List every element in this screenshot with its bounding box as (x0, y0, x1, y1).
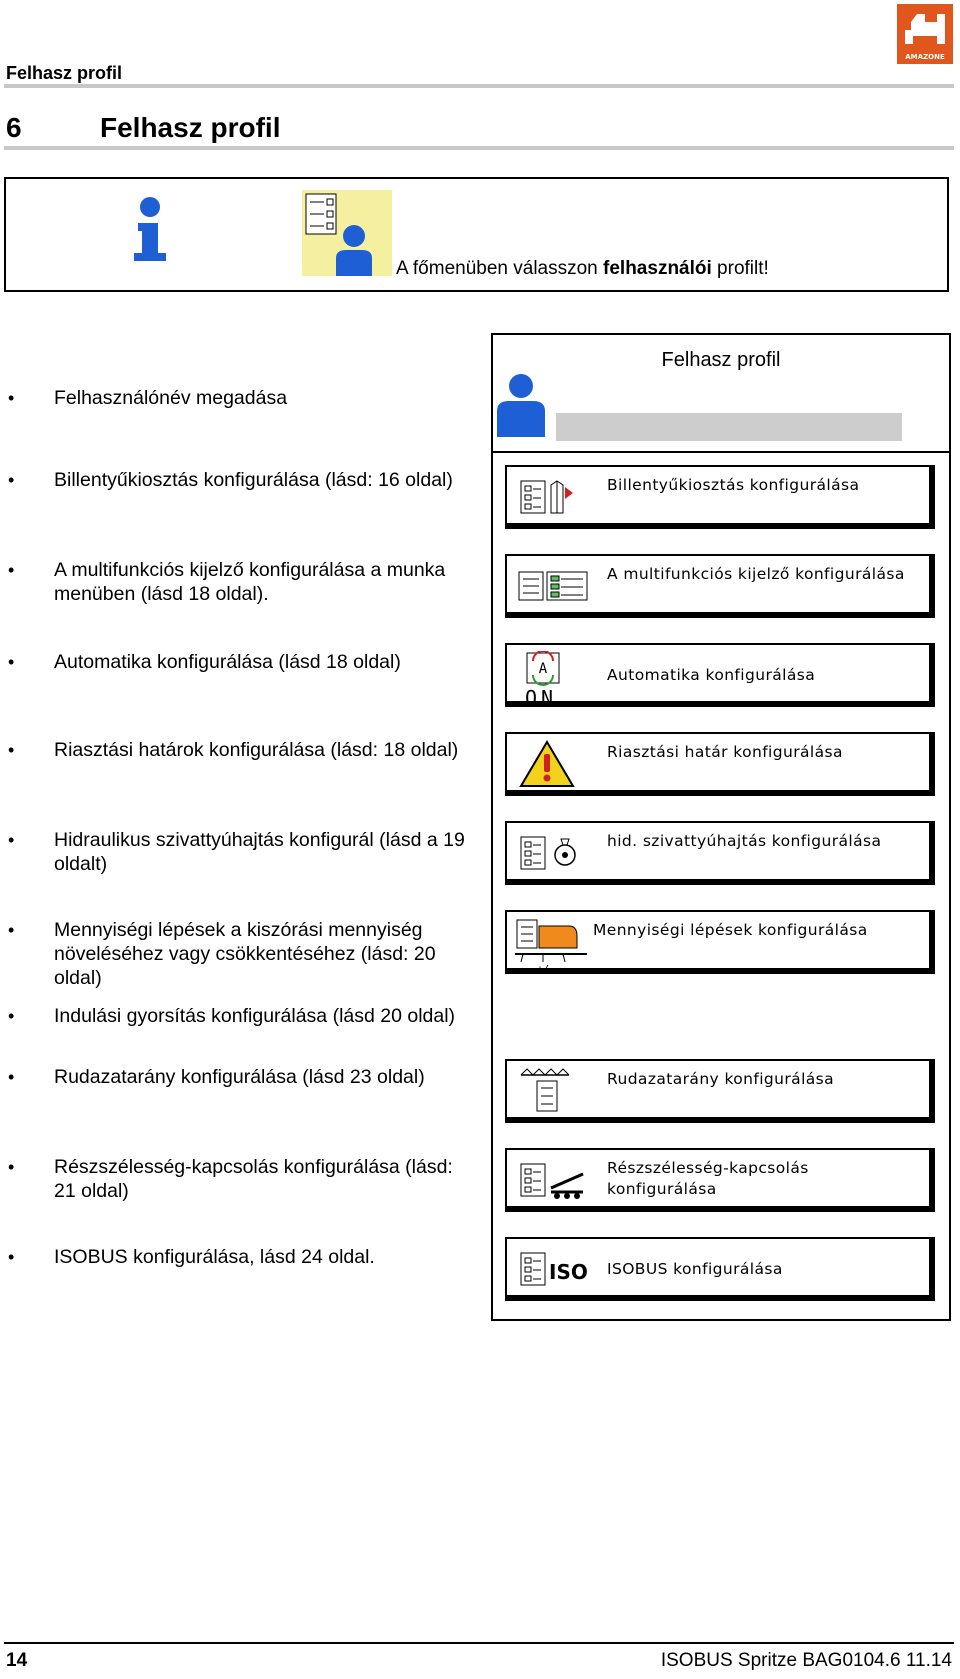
warning-icon (513, 740, 603, 788)
list-item: Hidraulikus szivattyúhajtás konfigurál (lásd a 19 oldalt) (54, 829, 465, 875)
info-icon (130, 195, 170, 263)
list-item: Felhasználónév megadása (54, 387, 288, 409)
bullet: • (8, 1006, 15, 1026)
list-item: A multifunkciós kijelző konfigurálása a munka menüben (lásd 18 oldal). (54, 559, 446, 605)
multifunction-display-icon (513, 562, 603, 610)
bullet: • (8, 830, 15, 850)
bullet: • (8, 1157, 15, 1177)
user-profile-menu-icon (302, 190, 392, 276)
bullet: • (8, 652, 15, 672)
svg-text:A: A (538, 661, 548, 677)
pump-icon (513, 829, 603, 877)
screen-divider (491, 451, 951, 453)
bullet: • (8, 388, 15, 408)
bullet: • (8, 470, 15, 490)
footer-rule (4, 1642, 954, 1644)
list-item: Indulási gyorsítás konfigurálása (lásd 20 oldal) (54, 1005, 456, 1027)
svg-text:ISO: ISO (549, 1260, 588, 1284)
chapter-number: 6 (6, 112, 22, 143)
list-item: Billentyűkiosztás konfigurálása (lásd: 16 oldal) (54, 469, 453, 491)
button-label: ISOBUS konfigurálása (607, 1260, 783, 1278)
button-label: Riasztási határ konfigurálása (607, 743, 843, 761)
username-field[interactable] (556, 413, 902, 441)
automatic-config-button[interactable] (505, 643, 935, 707)
automatic-on-icon (513, 651, 603, 707)
user-icon (495, 373, 547, 437)
boom-icon (513, 1067, 603, 1115)
list-item: Rudazatarány konfigurálása (lásd 23 oldal) (54, 1066, 425, 1088)
screen-title: Felhasz profil (661, 349, 781, 371)
list-item: Részszélesség-kapcsolás konfigurálása (lásd: 21 oldal) (54, 1156, 453, 1202)
svg-text:ON: ON (525, 686, 558, 707)
svg-text:+/-: +/- (537, 964, 556, 974)
boom-ratio-config-button[interactable] (505, 1059, 935, 1123)
list-item: Automatika konfigurálása (lásd 18 oldal) (54, 651, 401, 673)
bullet: • (8, 1067, 15, 1087)
section-control-icon (513, 1156, 603, 1204)
button-label: Mennyiségi lépések konfigurálása (593, 921, 868, 939)
section-control-config-button[interactable] (505, 1148, 935, 1212)
chapter-title: Felhasz profil (100, 112, 281, 143)
button-label: Rudazatarány konfigurálása (607, 1070, 835, 1088)
button-label: Billentyűkiosztás konfigurálása (607, 476, 860, 494)
chapter-rule (4, 146, 954, 150)
bullet: • (8, 740, 15, 760)
document-id: ISOBUS Spritze BAG0104.6 11.14 (660, 1650, 952, 1671)
button-label: A multifunkciós kijelző konfigurálása (607, 565, 905, 583)
header-rule (4, 84, 954, 88)
multifunction-display-config-button[interactable] (505, 554, 935, 618)
keymap-config-button[interactable] (505, 465, 935, 529)
svg-text:AMAZONE: AMAZONE (905, 53, 945, 61)
button-label: Automatika konfigurálása (607, 666, 816, 684)
isobus-config-button[interactable] (505, 1237, 935, 1301)
amazone-logo (897, 4, 953, 64)
page-number: 14 (6, 1650, 28, 1671)
isobus-icon (513, 1245, 603, 1293)
list-item: Mennyiségi lépések a kiszórási mennyiség növeléséhez vagy csökkentéséhez (lásd: 20 oldal) (54, 919, 436, 989)
note-text: A főmenüben válasszon felhasználói profilt! (396, 258, 769, 279)
quantity-steps-config-button[interactable] (505, 910, 935, 974)
bullet: • (8, 1247, 15, 1267)
keymap-icon (513, 473, 603, 521)
button-label: hid. szivattyúhajtás konfigurálása (607, 832, 882, 850)
button-label: Részszélesség-kapcsolás konfigurálása (607, 1159, 809, 1198)
pump-drive-config-button[interactable] (505, 821, 935, 885)
quantity-step-icon (513, 918, 589, 974)
bullet: • (8, 560, 15, 580)
list-item: Riasztási határok konfigurálása (lásd: 18 oldal) (54, 739, 459, 761)
running-title: Felhasz profil (6, 63, 123, 83)
list-item: ISOBUS konfigurálása, lásd 24 oldal. (54, 1246, 375, 1268)
alarm-limit-config-button[interactable] (505, 732, 935, 796)
bullet: • (8, 920, 15, 940)
